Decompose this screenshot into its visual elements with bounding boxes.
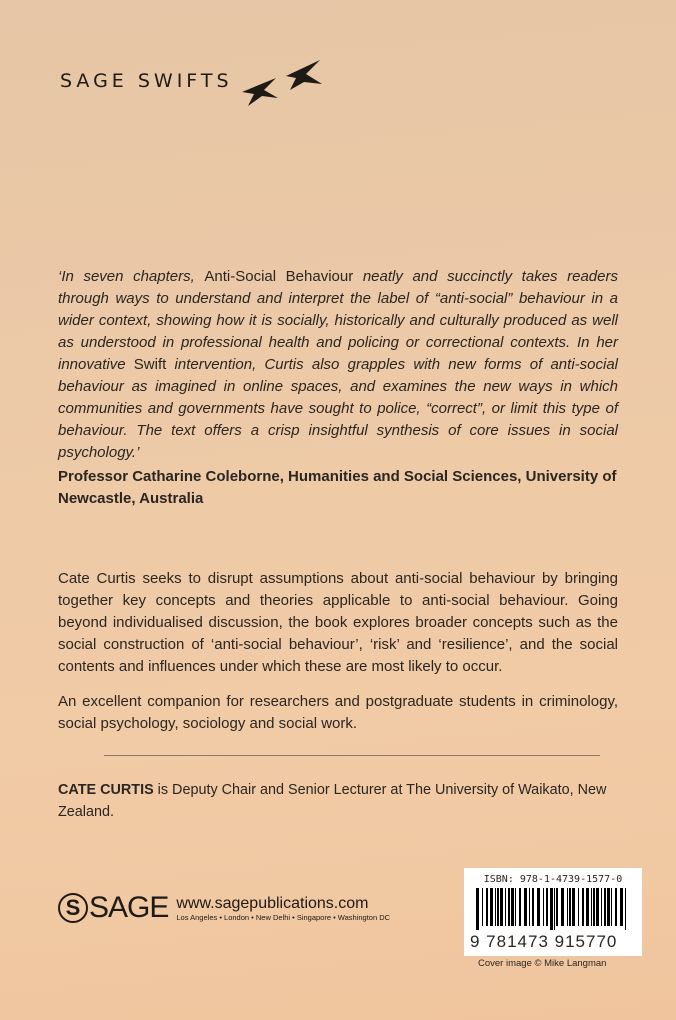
main-text xyxy=(58,266,618,823)
barcode-bar xyxy=(561,888,564,926)
barcode-bar xyxy=(620,888,623,926)
barcode-bar xyxy=(596,888,599,926)
barcode-digits: 9 781473 915770 xyxy=(470,932,618,951)
barcode-bar xyxy=(567,888,568,926)
review-quote xyxy=(58,266,618,464)
barcode-bar xyxy=(607,888,610,926)
description-paragraph: Cate Curtis seeks to disrupt assumptions about anti-social behaviour by bringing together key concepts and theories applicable to anti-social behaviour. Going beyond individualised discussion, the book explores broader concepts such as the social construction of ‘anti-social behaviour’, ‘risk’ and ‘resilience’, and the social contents and influences under which these are most likely to occur. xyxy=(58,570,618,675)
barcode-bar xyxy=(556,888,558,926)
barcode-bar xyxy=(476,888,479,930)
bio-text: is Deputy Chair and Senior Lecturer at The University of Waikato, New Zealand. xyxy=(58,782,607,820)
barcode-bar xyxy=(532,888,534,926)
barcode-bar xyxy=(505,888,506,926)
publisher-logo xyxy=(58,891,390,925)
publisher-url[interactable]: www.sagepublications.com xyxy=(176,894,369,912)
quote-segment: Anti-Social Behaviour xyxy=(204,268,354,285)
quote-segment: Swift xyxy=(133,356,167,373)
barcode-bar xyxy=(550,888,553,930)
barcode-bar xyxy=(495,888,496,926)
barcode-bar xyxy=(519,888,521,926)
sage-s-icon: S xyxy=(58,893,88,923)
barcode-bar xyxy=(508,888,510,926)
audience-paragraph: An excellent companion for researchers and postgraduate students in criminology, social psychology, sociology and social work. xyxy=(58,693,618,732)
barcode-bar xyxy=(482,888,483,926)
swift-birds-icon xyxy=(240,58,330,108)
barcode-bar xyxy=(615,888,617,926)
quote-attribution: Professor Catharine Coleborne, Humanities and Social Sciences, University of Newcastle, Australia xyxy=(58,468,617,507)
barcode-bar xyxy=(593,888,595,926)
series-title: SAGE SWIFTS xyxy=(60,70,233,92)
barcode-bar xyxy=(586,888,589,926)
barcode-bar xyxy=(524,888,527,926)
barcode-bar xyxy=(591,888,592,926)
barcode-bar xyxy=(515,888,516,926)
barcode-bar xyxy=(578,888,579,926)
barcode-bar xyxy=(486,888,488,926)
barcode-bar xyxy=(554,888,555,930)
barcode-bar xyxy=(582,888,584,926)
isbn-text: ISBN: 978-1-4739-1577-0 xyxy=(483,874,623,885)
barcode-bar xyxy=(546,888,548,926)
quote-segment: neatly and succinctly takes readers through ways to understand and interpret the label of “anti-social” behaviour in a wider context, showing how it is socially, historically and culturally produced as well as understood in professional health and policing or correctional contexts. In her innovative xyxy=(58,268,618,373)
barcode-bar xyxy=(511,888,514,926)
barcode-bar xyxy=(611,888,612,926)
author-bio xyxy=(58,779,618,823)
barcode-bar xyxy=(537,888,540,926)
cover-credit: Cover image © Mike Langman xyxy=(478,958,607,969)
barcode-bar xyxy=(529,888,530,926)
isbn-barcode xyxy=(464,868,642,956)
barcode-bar xyxy=(569,888,571,926)
quote-segment: ‘In seven chapters, xyxy=(58,268,205,285)
publisher-cities: Los Angeles • London • New Delhi • Singapore • Washington DC xyxy=(176,912,391,922)
barcode-bar xyxy=(543,888,544,926)
quote-segment: intervention, Curtis also grapples with new forms of anti-social behaviour as imagined in online spaces, and examines the new ways in which communities and governments have sought to police, “correct”, or limit this type of behaviour. The text offers a crisp insightful synthesis of core issues in social psychology.’ xyxy=(58,356,618,461)
publisher-name: SAGE xyxy=(89,891,169,924)
barcode-bar xyxy=(625,888,626,930)
barcode-bar xyxy=(604,888,606,926)
barcode-bar xyxy=(500,888,503,926)
author-name: CATE CURTIS xyxy=(58,782,154,798)
barcode-bars-icon xyxy=(476,888,632,930)
barcode-bar xyxy=(572,888,575,926)
barcode-bar xyxy=(601,888,602,926)
barcode-bar xyxy=(490,888,493,926)
barcode-bar xyxy=(497,888,499,926)
divider xyxy=(104,755,600,756)
